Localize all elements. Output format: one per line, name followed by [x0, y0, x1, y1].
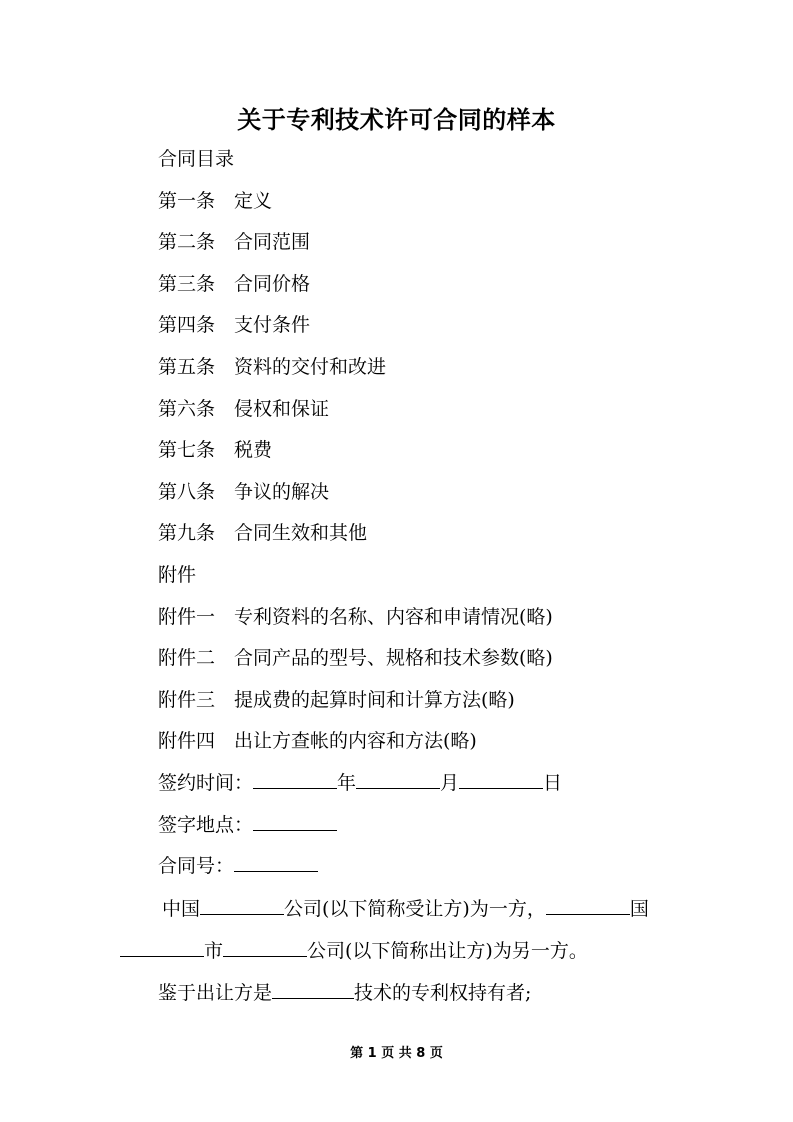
toc-appendix [158, 605, 553, 629]
article-number: 第九条 [158, 522, 216, 544]
text-patent-holder: 技术的专利权持有者; [354, 982, 532, 1004]
sign-place-line [158, 813, 337, 837]
article-number: 第三条 [158, 273, 216, 295]
article-title: 资料的交付和改进 [234, 356, 387, 378]
contract-number-line [158, 854, 318, 878]
article-number: 第一条 [158, 190, 216, 212]
article-number: 第六条 [158, 398, 216, 420]
licensee-name-blank[interactable] [200, 897, 284, 915]
text-whereas: 鉴于出让方是 [158, 982, 273, 1004]
day-label: 日 [543, 772, 563, 794]
toc-article [158, 397, 329, 421]
year-blank[interactable] [253, 771, 337, 789]
toc-article [158, 189, 272, 213]
text-licensee-desc: 公司(以下简称受让方)为一方， [284, 898, 546, 920]
toc-article [158, 313, 310, 337]
article-title: 侵权和保证 [234, 398, 330, 420]
paragraph-whereas [158, 981, 531, 1005]
contract-number-blank[interactable] [234, 854, 318, 872]
article-title: 税费 [234, 439, 273, 461]
article-number: 第八条 [158, 481, 216, 503]
toc-appendix [158, 729, 477, 753]
toc-article [158, 438, 272, 462]
contract-number-label: 合同号： [158, 855, 235, 877]
paragraph-parties-line2 [120, 939, 588, 963]
text-city: 市 [204, 940, 224, 962]
page-footer: 第 1 页 共 8 页 [350, 1046, 443, 1061]
text-china: 中国 [162, 898, 201, 920]
toc-heading: 合同目录 [158, 148, 235, 170]
appendix-number: 附件二 [158, 647, 216, 669]
city-country-blank[interactable] [120, 939, 204, 957]
appendix-number: 附件三 [158, 689, 216, 711]
sign-time-label: 签约时间： [158, 772, 254, 794]
text-licensor-desc: 公司(以下简称出让方)为另一方。 [307, 940, 588, 962]
sign-place-blank[interactable] [253, 813, 337, 831]
appendix-number: 附件四 [158, 730, 216, 752]
year-label: 年 [337, 772, 357, 794]
toc-article [158, 272, 310, 296]
month-label: 月 [440, 772, 460, 794]
article-number: 第二条 [158, 231, 216, 253]
article-number: 第七条 [158, 439, 216, 461]
appendix-title: 出让方查帐的内容和方法(略) [234, 730, 477, 752]
article-number: 第四条 [158, 314, 216, 336]
article-title: 合同生效和其他 [234, 522, 368, 544]
technology-blank[interactable] [272, 981, 354, 999]
toc-article [158, 480, 329, 504]
appendix-title: 专利资料的名称、内容和申请情况(略) [234, 606, 553, 628]
country-blank[interactable] [546, 897, 630, 915]
article-title: 定义 [234, 190, 273, 212]
article-title: 支付条件 [234, 314, 311, 336]
paragraph-parties-line1 [162, 897, 649, 921]
month-blank[interactable] [356, 771, 440, 789]
article-title: 合同价格 [234, 273, 311, 295]
appendix-title: 提成费的起算时间和计算方法(略) [234, 689, 515, 711]
appendix-heading: 附件 [158, 564, 197, 586]
licensor-name-blank[interactable] [223, 939, 307, 957]
toc-article [158, 355, 386, 379]
article-number: 第五条 [158, 356, 216, 378]
appendix-number: 附件一 [158, 606, 216, 628]
toc-appendix [158, 646, 553, 670]
toc-article [158, 521, 367, 545]
text-country: 国 [629, 898, 649, 920]
appendix-title: 合同产品的型号、规格和技术参数(略) [234, 647, 553, 669]
toc-appendix [158, 688, 515, 712]
article-title: 争议的解决 [234, 481, 330, 503]
sign-place-label: 签字地点： [158, 814, 254, 836]
sign-time-line [158, 771, 562, 795]
day-blank[interactable] [459, 771, 543, 789]
article-title: 合同范围 [234, 231, 311, 253]
document-title: 关于专利技术许可合同的样本 [237, 105, 556, 134]
toc-article [158, 230, 310, 254]
